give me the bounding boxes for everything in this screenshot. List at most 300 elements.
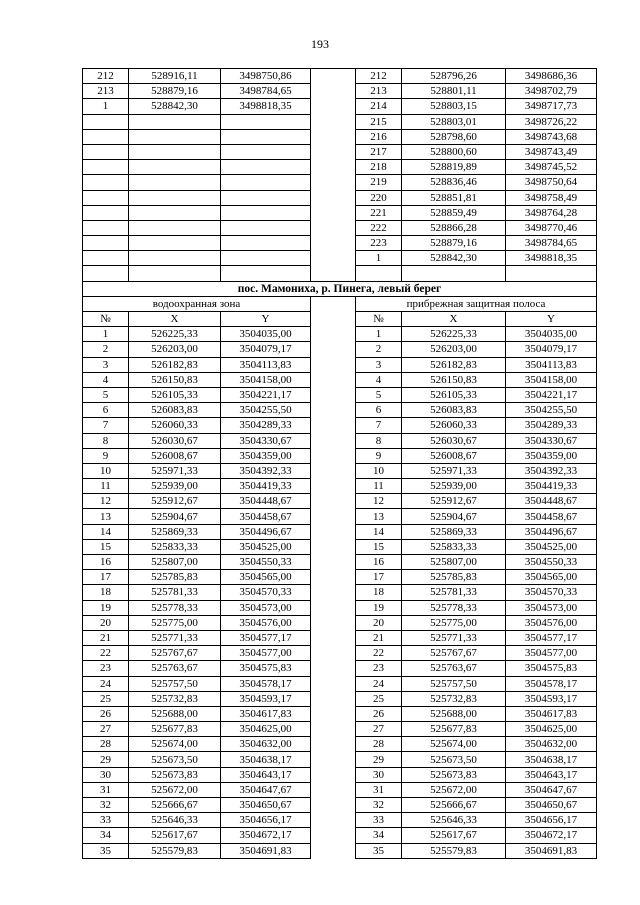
left-y-value: 3504419,33 — [221, 479, 311, 494]
right-point-number: 14 — [356, 524, 402, 539]
table-row — [83, 448, 597, 463]
right-x-value: 525869,33 — [402, 524, 506, 539]
column-separator — [311, 615, 356, 630]
right-x-value: 525579,83 — [402, 843, 506, 858]
right-point-number: 18 — [356, 585, 402, 600]
header-x: X — [402, 312, 506, 327]
right-x-value: 525775,00 — [402, 615, 506, 630]
left-y-value: 3504035,00 — [221, 327, 311, 342]
left-y-value: 3504525,00 — [221, 539, 311, 554]
left-y-value: 3504330,67 — [221, 433, 311, 448]
right-x-value: 526083,83 — [402, 403, 506, 418]
column-separator — [311, 84, 356, 99]
left-x-value: 525672,00 — [129, 782, 221, 797]
right-x-value: 528803,15 — [402, 99, 506, 114]
left-point-number: 27 — [83, 722, 129, 737]
column-separator — [311, 463, 356, 478]
left-x-value: 525674,00 — [129, 737, 221, 752]
right-point-number: 11 — [356, 479, 402, 494]
right-point-number: 4 — [356, 372, 402, 387]
table-row — [83, 342, 597, 357]
table-row — [83, 555, 597, 570]
table-row — [83, 84, 597, 99]
left-point-number: 1 — [83, 99, 129, 114]
column-separator — [311, 114, 356, 129]
left-y-value: 3504570,33 — [221, 585, 311, 600]
table-row — [83, 160, 597, 175]
left-x-value: 525646,33 — [129, 813, 221, 828]
right-y-value: 3504448,67 — [506, 494, 597, 509]
left-point-number: 21 — [83, 630, 129, 645]
left-y-value — [221, 160, 311, 175]
left-point-number: 212 — [83, 69, 129, 84]
right-y-value: 3498745,52 — [506, 160, 597, 175]
right-point-number: 9 — [356, 448, 402, 463]
right-x-value: 526150,83 — [402, 372, 506, 387]
right-x-value: 525785,83 — [402, 570, 506, 585]
column-separator — [311, 737, 356, 752]
column-separator — [311, 251, 356, 266]
left-point-number — [83, 175, 129, 190]
left-point-number: 10 — [83, 463, 129, 478]
right-x-value: 525781,33 — [402, 585, 506, 600]
left-point-number: 17 — [83, 570, 129, 585]
table-row — [83, 570, 597, 585]
right-y-value: 3498726,22 — [506, 114, 597, 129]
right-y-value: 3504617,83 — [506, 706, 597, 721]
left-point-number: 26 — [83, 706, 129, 721]
left-x-value: 526182,83 — [129, 357, 221, 372]
column-separator — [311, 722, 356, 737]
column-separator — [311, 387, 356, 402]
left-y-value: 3504578,17 — [221, 676, 311, 691]
column-separator — [311, 448, 356, 463]
table-row — [83, 828, 597, 843]
table-row — [83, 327, 597, 342]
left-point-number — [83, 114, 129, 129]
right-y-value: 3498818,35 — [506, 251, 597, 266]
right-x-value: 528836,46 — [402, 175, 506, 190]
left-x-value: 525971,33 — [129, 463, 221, 478]
right-y-value: 3504525,00 — [506, 539, 597, 554]
left-y-value: 3504577,17 — [221, 630, 311, 645]
left-x-value: 526225,33 — [129, 327, 221, 342]
table-row — [83, 129, 597, 144]
right-point-number: 218 — [356, 160, 402, 175]
right-y-value: 3504647,67 — [506, 782, 597, 797]
right-point-number: 220 — [356, 190, 402, 205]
header-y: Y — [506, 312, 597, 327]
left-y-value: 3498818,35 — [221, 99, 311, 114]
right-x-value: 525677,83 — [402, 722, 506, 737]
left-x-value: 525617,67 — [129, 828, 221, 843]
right-point-number: 16 — [356, 555, 402, 570]
right-y-value: 3504638,17 — [506, 752, 597, 767]
right-y-value: 3498764,28 — [506, 205, 597, 220]
right-point-number: 20 — [356, 615, 402, 630]
left-point-number: 18 — [83, 585, 129, 600]
column-separator — [311, 190, 356, 205]
left-y-value: 3498784,65 — [221, 84, 311, 99]
left-y-value: 3498750,86 — [221, 69, 311, 84]
right-y-value: 3504496,67 — [506, 524, 597, 539]
right-x-value: 525646,33 — [402, 813, 506, 828]
left-y-value: 3504617,83 — [221, 706, 311, 721]
left-y-value: 3504625,00 — [221, 722, 311, 737]
column-separator — [311, 479, 356, 494]
right-x-value: 528803,01 — [402, 114, 506, 129]
table-row — [83, 205, 597, 220]
right-x-value: 525939,00 — [402, 479, 506, 494]
left-x-value: 526060,33 — [129, 418, 221, 433]
left-point-number: 3 — [83, 357, 129, 372]
left-x-value: 525785,83 — [129, 570, 221, 585]
table-row — [83, 661, 597, 676]
right-y-value: 3504576,00 — [506, 615, 597, 630]
table-row — [83, 266, 597, 281]
column-separator — [311, 312, 356, 327]
right-x-value: 525674,00 — [402, 737, 506, 752]
table-row — [83, 843, 597, 858]
table-row — [83, 539, 597, 554]
left-y-value: 3504593,17 — [221, 691, 311, 706]
right-point-number: 212 — [356, 69, 402, 84]
left-point-number: 11 — [83, 479, 129, 494]
left-x-value — [129, 129, 221, 144]
left-point-number: 29 — [83, 752, 129, 767]
column-separator — [311, 327, 356, 342]
right-y-value: 3504575,83 — [506, 661, 597, 676]
column-separator — [311, 676, 356, 691]
column-separator — [311, 296, 356, 311]
right-point-number: 28 — [356, 737, 402, 752]
table-row — [83, 509, 597, 524]
column-separator — [311, 706, 356, 721]
left-point-number: 213 — [83, 84, 129, 99]
right-x-value: 525763,67 — [402, 661, 506, 676]
left-point-number — [83, 205, 129, 220]
left-y-value: 3504496,67 — [221, 524, 311, 539]
left-point-number: 20 — [83, 615, 129, 630]
left-y-value — [221, 220, 311, 235]
left-point-number: 32 — [83, 798, 129, 813]
right-y-value: 3504359,00 — [506, 448, 597, 463]
left-x-value: 525869,33 — [129, 524, 221, 539]
left-x-value — [129, 205, 221, 220]
right-point-number: 26 — [356, 706, 402, 721]
left-y-value: 3504448,67 — [221, 494, 311, 509]
left-point-number: 22 — [83, 646, 129, 661]
left-point-number: 4 — [83, 372, 129, 387]
table-row — [83, 737, 597, 752]
column-separator — [311, 798, 356, 813]
left-y-value: 3504079,17 — [221, 342, 311, 357]
left-y-value — [221, 251, 311, 266]
right-x-value: 528866,28 — [402, 220, 506, 235]
right-point-number: 8 — [356, 433, 402, 448]
right-y-value: 3504691,83 — [506, 843, 597, 858]
column-separator — [311, 372, 356, 387]
right-x-value: 526008,67 — [402, 448, 506, 463]
left-point-number — [83, 251, 129, 266]
left-point-number: 35 — [83, 843, 129, 858]
top-block — [83, 69, 597, 282]
right-y-value: 3504255,50 — [506, 403, 597, 418]
right-point-number: 213 — [356, 84, 402, 99]
left-x-value: 525807,00 — [129, 555, 221, 570]
left-x-value — [129, 266, 221, 281]
left-point-number — [83, 236, 129, 251]
right-y-value: 3498784,65 — [506, 236, 597, 251]
right-x-value: 528819,89 — [402, 160, 506, 175]
left-x-value — [129, 236, 221, 251]
column-separator — [311, 99, 356, 114]
right-y-value: 3504565,00 — [506, 570, 597, 585]
table-row — [83, 144, 597, 159]
right-x-value: 526105,33 — [402, 387, 506, 402]
right-y-value: 3504672,17 — [506, 828, 597, 843]
left-y-value: 3504573,00 — [221, 600, 311, 615]
table-row — [83, 767, 597, 782]
table-row — [83, 646, 597, 661]
right-y-value: 3504113,83 — [506, 357, 597, 372]
left-y-value — [221, 190, 311, 205]
right-y-value: 3504079,17 — [506, 342, 597, 357]
left-point-number — [83, 144, 129, 159]
right-x-value: 528859,49 — [402, 205, 506, 220]
table-row — [83, 494, 597, 509]
left-y-value: 3504650,67 — [221, 798, 311, 813]
table-row — [83, 190, 597, 205]
left-x-value: 525767,67 — [129, 646, 221, 661]
table-row — [83, 615, 597, 630]
coordinates-table — [82, 68, 597, 859]
left-y-value: 3504638,17 — [221, 752, 311, 767]
right-point-number: 214 — [356, 99, 402, 114]
table-row — [83, 251, 597, 266]
right-y-value: 3504593,17 — [506, 691, 597, 706]
column-separator — [311, 494, 356, 509]
column-separator — [311, 160, 356, 175]
column-separator — [311, 691, 356, 706]
right-y-value: 3504577,00 — [506, 646, 597, 661]
left-point-number: 8 — [83, 433, 129, 448]
left-point-number: 34 — [83, 828, 129, 843]
table-row — [83, 114, 597, 129]
left-point-number: 16 — [83, 555, 129, 570]
page-number: 193 — [311, 37, 329, 51]
left-point-number: 14 — [83, 524, 129, 539]
column-separator — [311, 220, 356, 235]
left-y-value: 3504255,50 — [221, 403, 311, 418]
right-y-value — [506, 266, 597, 281]
right-x-value: 525778,33 — [402, 600, 506, 615]
left-point-number: 15 — [83, 539, 129, 554]
left-y-value — [221, 144, 311, 159]
right-point-number: 35 — [356, 843, 402, 858]
header-number: № — [356, 312, 402, 327]
right-x-value: 525771,33 — [402, 630, 506, 645]
left-point-number: 5 — [83, 387, 129, 402]
right-point-number: 27 — [356, 722, 402, 737]
right-point-number: 215 — [356, 114, 402, 129]
left-x-value: 525833,33 — [129, 539, 221, 554]
left-point-number: 30 — [83, 767, 129, 782]
left-y-value — [221, 236, 311, 251]
column-separator — [311, 767, 356, 782]
left-x-value: 526105,33 — [129, 387, 221, 402]
right-x-value: 525833,33 — [402, 539, 506, 554]
right-y-value: 3498743,68 — [506, 129, 597, 144]
left-point-number: 12 — [83, 494, 129, 509]
right-x-value: 528851,81 — [402, 190, 506, 205]
main-block — [83, 327, 597, 859]
column-separator — [311, 555, 356, 570]
right-y-value: 3504221,17 — [506, 387, 597, 402]
column-separator — [311, 144, 356, 159]
header-number: № — [83, 312, 129, 327]
table-row — [83, 236, 597, 251]
right-y-value: 3498717,73 — [506, 99, 597, 114]
left-y-value: 3504672,17 — [221, 828, 311, 843]
left-x-value: 525579,83 — [129, 843, 221, 858]
left-point-number: 6 — [83, 403, 129, 418]
left-x-value — [129, 160, 221, 175]
right-point-number: 12 — [356, 494, 402, 509]
column-separator — [311, 600, 356, 615]
left-y-value: 3504359,00 — [221, 448, 311, 463]
table-row — [83, 630, 597, 645]
table-row — [83, 433, 597, 448]
right-point-number: 17 — [356, 570, 402, 585]
right-x-value: 525688,00 — [402, 706, 506, 721]
right-y-value: 3504458,67 — [506, 509, 597, 524]
column-separator — [311, 646, 356, 661]
column-separator — [311, 129, 356, 144]
left-x-value: 526150,83 — [129, 372, 221, 387]
left-point-number: 13 — [83, 509, 129, 524]
left-x-value: 525763,67 — [129, 661, 221, 676]
right-x-value: 526182,83 — [402, 357, 506, 372]
right-point-number: 222 — [356, 220, 402, 235]
left-point-number: 28 — [83, 737, 129, 752]
table-row — [83, 813, 597, 828]
left-point-number: 9 — [83, 448, 129, 463]
right-point-number: 7 — [356, 418, 402, 433]
right-point-number: 22 — [356, 646, 402, 661]
right-x-value: 528879,16 — [402, 236, 506, 251]
table-row — [83, 463, 597, 478]
left-y-value: 3504565,00 — [221, 570, 311, 585]
table-row — [83, 175, 597, 190]
right-x-value: 526060,33 — [402, 418, 506, 433]
table-row — [83, 357, 597, 372]
table-row — [83, 99, 597, 114]
right-point-number: 3 — [356, 357, 402, 372]
right-point-number: 10 — [356, 463, 402, 478]
left-y-value — [221, 266, 311, 281]
left-point-number — [83, 129, 129, 144]
right-x-value: 525971,33 — [402, 463, 506, 478]
right-y-value: 3504578,17 — [506, 676, 597, 691]
left-y-value — [221, 175, 311, 190]
left-y-value: 3504632,00 — [221, 737, 311, 752]
column-separator — [311, 418, 356, 433]
left-x-value: 526030,67 — [129, 433, 221, 448]
right-x-value: 526030,67 — [402, 433, 506, 448]
column-separator — [311, 661, 356, 676]
table-row — [83, 220, 597, 235]
right-x-value: 525807,00 — [402, 555, 506, 570]
column-separator — [311, 843, 356, 858]
right-x-value: 526225,33 — [402, 327, 506, 342]
column-separator — [311, 539, 356, 554]
column-separator — [311, 266, 356, 281]
left-x-value: 525673,83 — [129, 767, 221, 782]
left-point-number: 25 — [83, 691, 129, 706]
table-row — [83, 479, 597, 494]
header-y: Y — [221, 312, 311, 327]
left-point-number: 2 — [83, 342, 129, 357]
right-point-number: 5 — [356, 387, 402, 402]
right-point-number — [356, 266, 402, 281]
column-separator — [311, 205, 356, 220]
table-row — [83, 403, 597, 418]
right-y-value: 3504656,17 — [506, 813, 597, 828]
table-row — [83, 691, 597, 706]
left-x-value — [129, 175, 221, 190]
table-row — [83, 524, 597, 539]
left-y-value — [221, 114, 311, 129]
left-y-value: 3504691,83 — [221, 843, 311, 858]
right-y-value: 3498770,46 — [506, 220, 597, 235]
column-separator — [311, 403, 356, 418]
left-x-value: 526083,83 — [129, 403, 221, 418]
right-point-number: 34 — [356, 828, 402, 843]
right-point-number: 30 — [356, 767, 402, 782]
column-separator — [311, 357, 356, 372]
left-x-value — [129, 144, 221, 159]
right-y-value: 3504643,17 — [506, 767, 597, 782]
column-separator — [311, 69, 356, 84]
left-y-value — [221, 205, 311, 220]
left-x-value: 525778,33 — [129, 600, 221, 615]
right-x-value: 525757,50 — [402, 676, 506, 691]
right-x-value: 528842,30 — [402, 251, 506, 266]
left-point-number: 31 — [83, 782, 129, 797]
left-x-value: 525688,00 — [129, 706, 221, 721]
right-y-value: 3504650,67 — [506, 798, 597, 813]
left-y-value: 3504577,00 — [221, 646, 311, 661]
right-point-number: 223 — [356, 236, 402, 251]
right-x-value: 525732,83 — [402, 691, 506, 706]
right-y-value: 3498702,79 — [506, 84, 597, 99]
left-y-value: 3504550,33 — [221, 555, 311, 570]
column-separator — [311, 342, 356, 357]
right-x-value: 528800,60 — [402, 144, 506, 159]
table-row — [83, 372, 597, 387]
left-x-value: 525912,67 — [129, 494, 221, 509]
right-point-number: 1 — [356, 251, 402, 266]
left-y-value: 3504158,00 — [221, 372, 311, 387]
right-x-value: 528796,26 — [402, 69, 506, 84]
table-row — [83, 387, 597, 402]
left-y-value: 3504113,83 — [221, 357, 311, 372]
left-x-value: 525781,33 — [129, 585, 221, 600]
right-point-number: 29 — [356, 752, 402, 767]
left-x-value — [129, 220, 221, 235]
column-separator — [311, 524, 356, 539]
